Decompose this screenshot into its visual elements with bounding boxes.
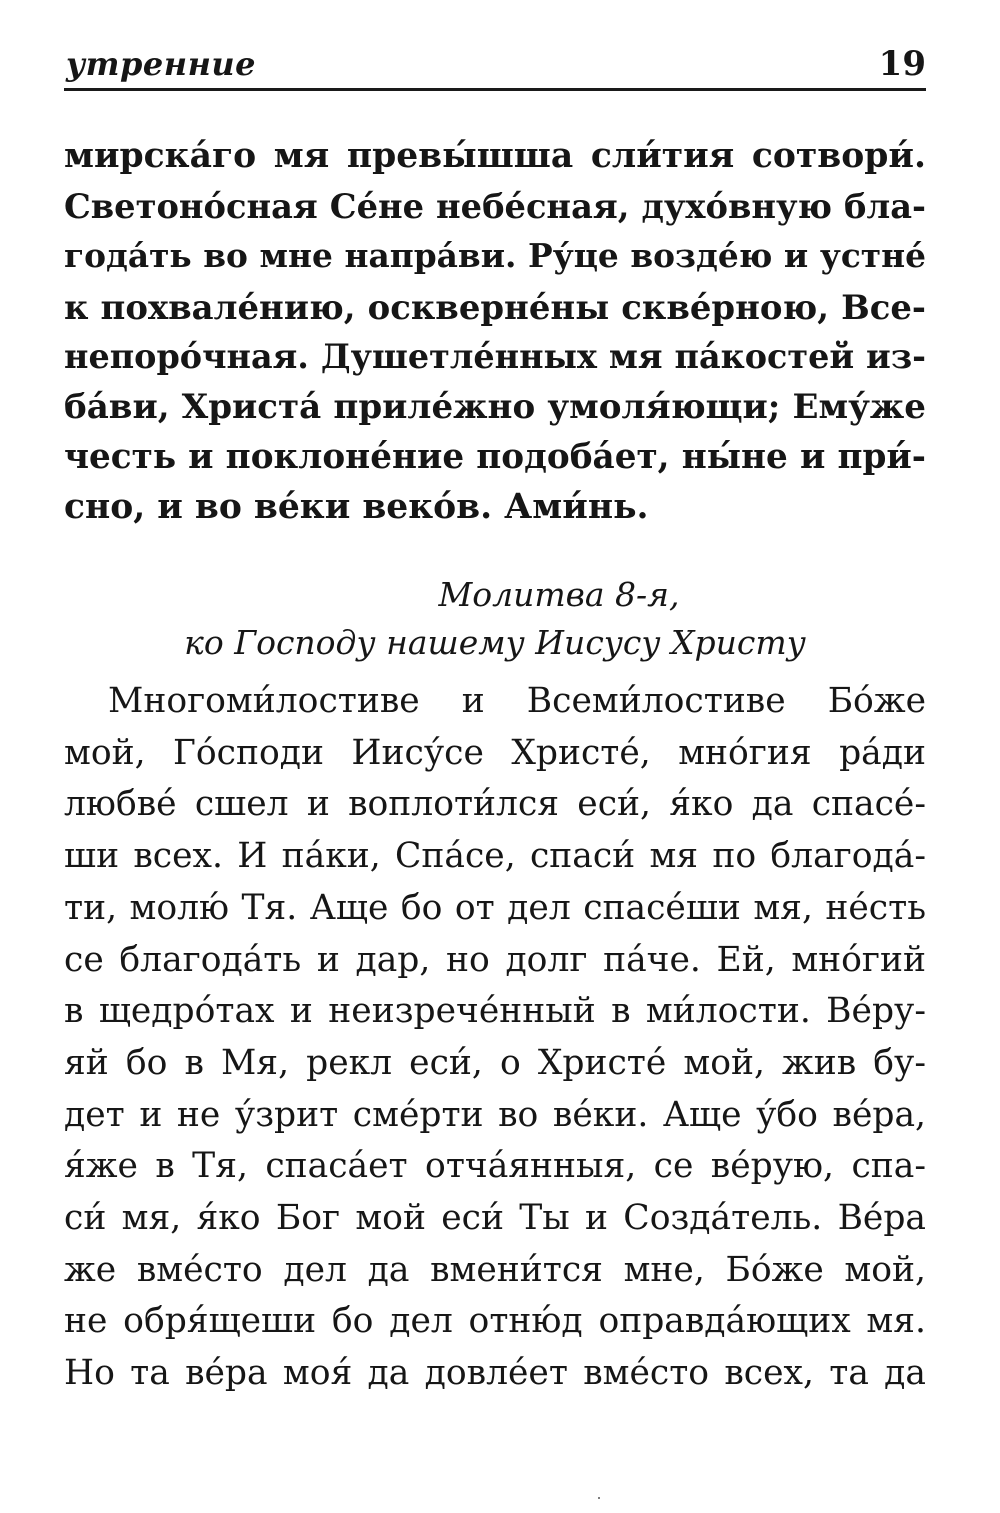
text-line: непоро́чная. Душетле́нных мя па́костей из- (64, 336, 926, 376)
text-line: к похвале́нию, оскверне́ны скве́рною, Все- (64, 286, 926, 327)
page-number: 19 (878, 44, 926, 84)
text-line: в щедро́тах и неизрече́нный в ми́лости. Ве́ру- (64, 991, 926, 1032)
print-speck (598, 1497, 600, 1499)
text-line: ба́ви, Христа́ приле́жно умоля́ющи; Ему́же (64, 387, 926, 428)
text-line: же вме́сто дел да вмени́тся мне, Бо́же мой, (64, 1249, 926, 1290)
text-line: года́ть во мне напра́ви. Ру́це возде́ю и устне́ (64, 236, 926, 276)
text-line: ши всех. И па́ки, Спа́се, спаси́ мя по благода́- (64, 836, 926, 877)
text-line: ти, молю́ Тя. Аще бо от дел спасе́ши мя, не́сть (64, 887, 926, 928)
running-title: утренние (66, 45, 257, 83)
text-line: любве́ сшел и воплоти́лся еси́, я́ко да спасе́- (64, 784, 926, 825)
text-line: мой, Го́споди Иису́се Христе́, мно́гия ра́ди (64, 732, 926, 773)
prayer-heading-line-1: Молитва 8-я, (438, 575, 680, 614)
text-line: сно, и во ве́ки веко́в. Ами́нь. (64, 487, 649, 528)
text-line: дет и не у́зрит сме́рти во ве́ки. Аще у́бо ве́ра, (64, 1094, 926, 1135)
text-line: я́же в Тя, спаса́ет отча́янныя, се ве́рую, спа- (64, 1146, 926, 1187)
text-line: яй бо в Мя, рекл еси́, о Христе́ мой, жив бу- (64, 1042, 926, 1083)
text-line: мирска́го мя превы́шша сли́тия сотвори́. (64, 136, 926, 176)
prayer-heading (64, 571, 926, 667)
text-line: Но та ве́ра моя́ да довле́ет вме́сто всех, та да (64, 1353, 926, 1394)
text-line: Многоми́лостиве и Всеми́лостиве Бо́же (108, 681, 926, 721)
text-line: не обря́щеши бо дел отню́д оправда́ющих мя. (64, 1301, 926, 1342)
text-line: си́ мя, я́ко Бог мой еси́ Ты и Созда́тель. Ве́ра (64, 1198, 926, 1239)
text-line: Светоно́сная Се́не небе́сная, духо́вную бла- (64, 186, 926, 227)
text-line: се благода́ть и дар, но долг па́че. Ей, мно́гий (64, 939, 926, 980)
page-header (64, 40, 926, 91)
book-page (64, 0, 926, 1513)
paragraph-1 (64, 131, 926, 533)
text-line: честь и поклоне́ние подоба́ет, ны́не и при́- (64, 437, 926, 478)
prayer-heading-line-2: ко Господу нашему Иисусу Христу (184, 623, 806, 662)
paragraph-2 (64, 676, 926, 1400)
